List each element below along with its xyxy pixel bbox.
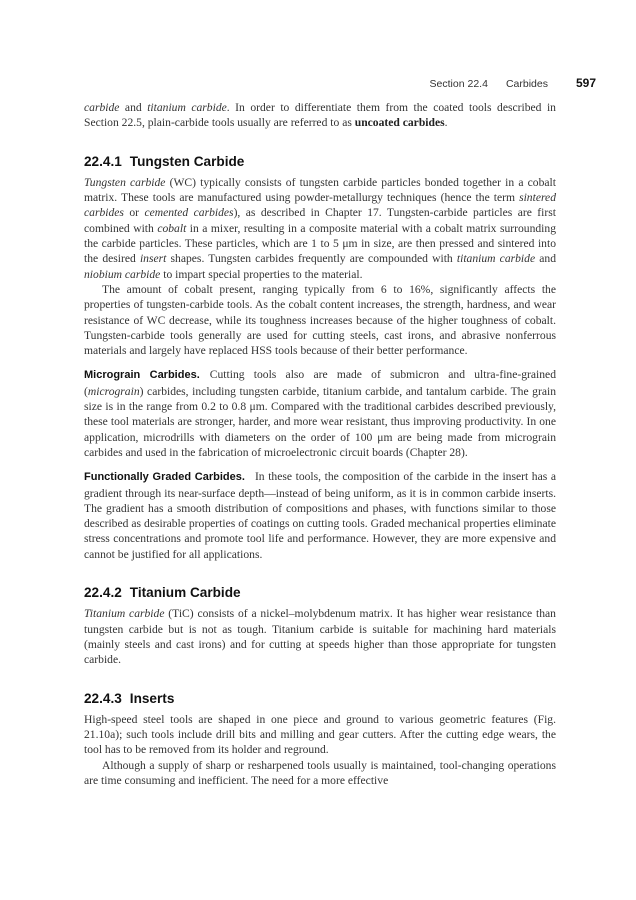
tungsten-carbide-paragraph-1 bbox=[84, 175, 556, 282]
section-number: 22.4.3 bbox=[84, 690, 122, 706]
intro-text-1: and bbox=[119, 101, 148, 114]
term: titanium carbide bbox=[456, 252, 536, 266]
inserts-paragraph-1: High-speed steel tools are shaped in one piece and ground to various geometric features (Fig. 21.10a); such tools include drill bits and milling and gear cutters. After the cutting edge wears, the tool has to be removed from its holder and reground. bbox=[84, 712, 556, 757]
text: Cutting tools also are made of submicron and ultra-fine-grained ( bbox=[84, 368, 556, 398]
intro-paragraph bbox=[84, 100, 556, 131]
text: (WC) typically consists of tungsten carbide particles bonded together in a cobalt matrix. These tools are manufactured using powder-metallurgy techniques (hence the term bbox=[84, 175, 556, 205]
text: ), as described in Chapter 17. Tungsten-carbide particles are first combined with bbox=[84, 206, 556, 235]
intro-term-carbide: carbide bbox=[84, 101, 120, 114]
section-title: Titanium Carbide bbox=[129, 585, 241, 601]
section-heading-22-4-2 bbox=[84, 585, 556, 600]
section-number: 22.4.1 bbox=[84, 153, 122, 169]
graded-carbides-paragraph bbox=[84, 469, 556, 562]
intro-term-uncoated-carbides: uncoated carbides bbox=[354, 116, 445, 130]
term: Titanium carbide bbox=[84, 607, 165, 621]
intro-text-2: . In order to differentiate them from the coated tools described in Section 22.5, plain-carbide tools usually are referred to as bbox=[84, 101, 556, 130]
term: niobium carbide bbox=[84, 267, 161, 281]
term: sintered carbides bbox=[84, 191, 556, 220]
run-in-heading-micrograin: Micrograin Carbides. bbox=[84, 369, 200, 382]
running-head-topic: Carbides bbox=[505, 78, 548, 90]
run-in-heading-graded: Functionally Graded Carbides. bbox=[84, 471, 245, 484]
section-number: 22.4.2 bbox=[84, 585, 122, 601]
term: cobalt bbox=[157, 221, 187, 235]
text: (TiC) consists of a nickel–molybdenum matrix. It has higher wear resistance than tungsten carbide but is not as tough. Titanium carbide is suitable for machining hard materials (mainly steels and cast irons) and for cutting at speeds higher than those appropriate for tungsten carbide. bbox=[84, 607, 556, 667]
running-head-section: Section 22.4 bbox=[429, 78, 488, 90]
tungsten-carbide-paragraph-2: The amount of cobalt present, ranging typically from 6 to 16%, significantly affects the properties of tungsten-carbide tools. As the cobalt content increases, the strength, hardness, and wear resistance of WC decrease, while its toughness increases because of the higher toughness of cobalt. Tungsten-carbide tools generally are used for cutting steels, cast irons, and abrasive nonferrous materials and largely have replaced HSS tools because of their better performance. bbox=[84, 282, 556, 358]
intro-term-titanium-carbide: titanium carbide bbox=[147, 101, 227, 114]
term: micrograin bbox=[87, 384, 140, 398]
micrograin-paragraph bbox=[84, 367, 556, 460]
term: cemented carbides bbox=[144, 206, 234, 220]
text: to impart special properties to the material. bbox=[160, 267, 363, 281]
intro-text-3: . bbox=[444, 116, 448, 130]
text: and bbox=[535, 252, 556, 266]
term: insert bbox=[139, 252, 167, 266]
section-title: Inserts bbox=[129, 690, 175, 706]
text: or bbox=[123, 206, 145, 220]
titanium-carbide-paragraph bbox=[84, 606, 556, 667]
page-number: 597 bbox=[575, 76, 596, 90]
text: in a mixer, resulting in a composite material with a cobalt matrix surrounding the carbide particles. These particles, which are 1 to 5 μm in size, are then pressed and sintered into the desired bbox=[84, 221, 556, 266]
section-heading-22-4-3 bbox=[84, 691, 556, 706]
text: shapes. Tungsten carbides frequently are compounded with bbox=[166, 252, 457, 266]
running-head bbox=[300, 76, 596, 90]
text: In these tools, the composition of the carbide in the insert has a gradient through its near-surface depth—instead of being uniform, as it is in common carbide inserts. The gradient has a smooth distribution of compositions and phases, with functions similar to those described as desirable properties of coatings on cutting tools. Graded mechanical properties eliminate stress concentrations and promote tool life and performance. However, they are more expensive and cannot be justified for all applications. bbox=[84, 470, 556, 561]
body-text bbox=[84, 100, 556, 788]
text: ) carbides, including tungsten carbide, titanium carbide, and tantalum carbide. The grain size is in the range from 0.2 to 0.8 μm. Compared with the traditional carbides described previously, these tool materials are stronger, harder, and more wear resistant, thus improving productivity. In one application, microdrills with diameters on the order of 100 μm are being made from micrograin carbides and used in the fabrication of microelectronic circuit boards (Chapter 28). bbox=[84, 384, 556, 459]
section-title: Tungsten Carbide bbox=[129, 153, 245, 169]
term: Tungsten carbide bbox=[84, 175, 166, 189]
inserts-paragraph-2: Although a supply of sharp or resharpened tools usually is maintained, tool-changing operations are time consuming and inefficient. The need for a more effective bbox=[84, 758, 556, 787]
section-heading-22-4-1 bbox=[84, 154, 556, 169]
